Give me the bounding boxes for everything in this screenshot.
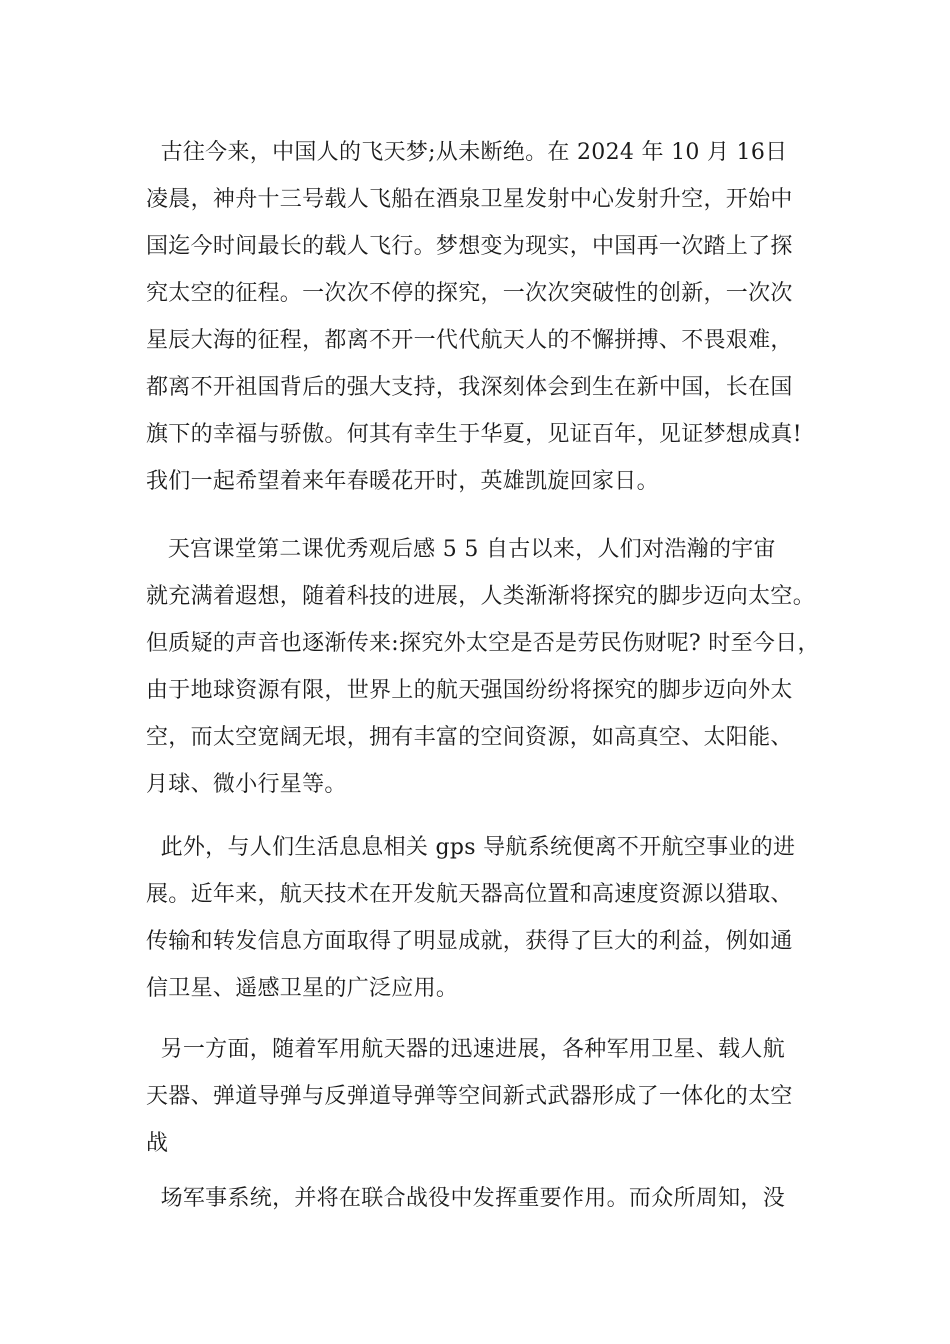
text-line: 展。近年来，航天技术在开发航天器高位置和高速度资源以猎取、 — [146, 882, 793, 907]
text-line: 天宫课堂第二课优秀观后感 5 5 自古以来，人们对浩瀚的宇宙 — [146, 537, 776, 562]
text-line: 古往今来，中国人的飞天梦;从未断绝。在 2024 年 10 月 16日 — [146, 140, 788, 165]
text-line: 天器、弹道导弹与反弹道导弹等空间新式武器形成了一体化的太空 — [146, 1084, 793, 1109]
text-line: 我们一起希望着来年春暖花开时，英雄凯旋回家日。 — [146, 469, 659, 494]
text-line: 都离不开祖国背后的强大支持，我深刻体会到生在新中国，长在国 — [146, 375, 793, 400]
text-line: 空，而太空宽阔无垠，拥有丰富的空间资源，如高真空、太阳能、 — [146, 725, 793, 750]
text-line: 旗下的幸福与骄傲。何其有幸生于华夏，见证百年，见证梦想成真! — [146, 422, 802, 447]
text-line: 由于地球资源有限，世界上的航天强国纷纷将探究的脚步迈向外太 — [146, 678, 793, 703]
text-line: 究太空的征程。一次次不停的探究，一次次突破性的创新，一次次 — [146, 281, 793, 306]
text-line: 传输和转发信息方面取得了明显成就，获得了巨大的利益，例如通 — [146, 929, 793, 954]
text-line: 信卫星、遥感卫星的广泛应用。 — [146, 976, 459, 1001]
text-line: 另一方面，随着军用航天器的迅速进展，各种军用卫星、载人航 — [146, 1037, 785, 1062]
text-line: 国迄今时间最长的载人飞行。梦想变为现实，中国再一次踏上了探 — [146, 234, 793, 259]
text-line: 月球、微小行星等。 — [146, 772, 347, 797]
text-line: 就充满着遐想，随着科技的进展，人类渐渐将探究的脚步迈向太空。 — [146, 584, 816, 609]
text-line: 场军事系统，并将在联合战役中发挥重要作用。而众所周知，没 — [146, 1186, 785, 1211]
text-line: 凌晨，神舟十三号载人飞船在酒泉卫星发射中心发射升空，开始中 — [146, 187, 793, 212]
text-line: 战 — [146, 1131, 169, 1156]
text-line: 此外，与人们生活息息相关 gps 导航系统便离不开航空事业的进 — [146, 835, 796, 860]
text-line: 星辰大海的征程，都离不开一代代航天人的不懈拼搏、不畏艰难， — [146, 328, 793, 353]
text-line: 但质疑的声音也逐渐传来:探究外太空是否是劳民伤财呢? 时至今日， — [146, 631, 820, 656]
